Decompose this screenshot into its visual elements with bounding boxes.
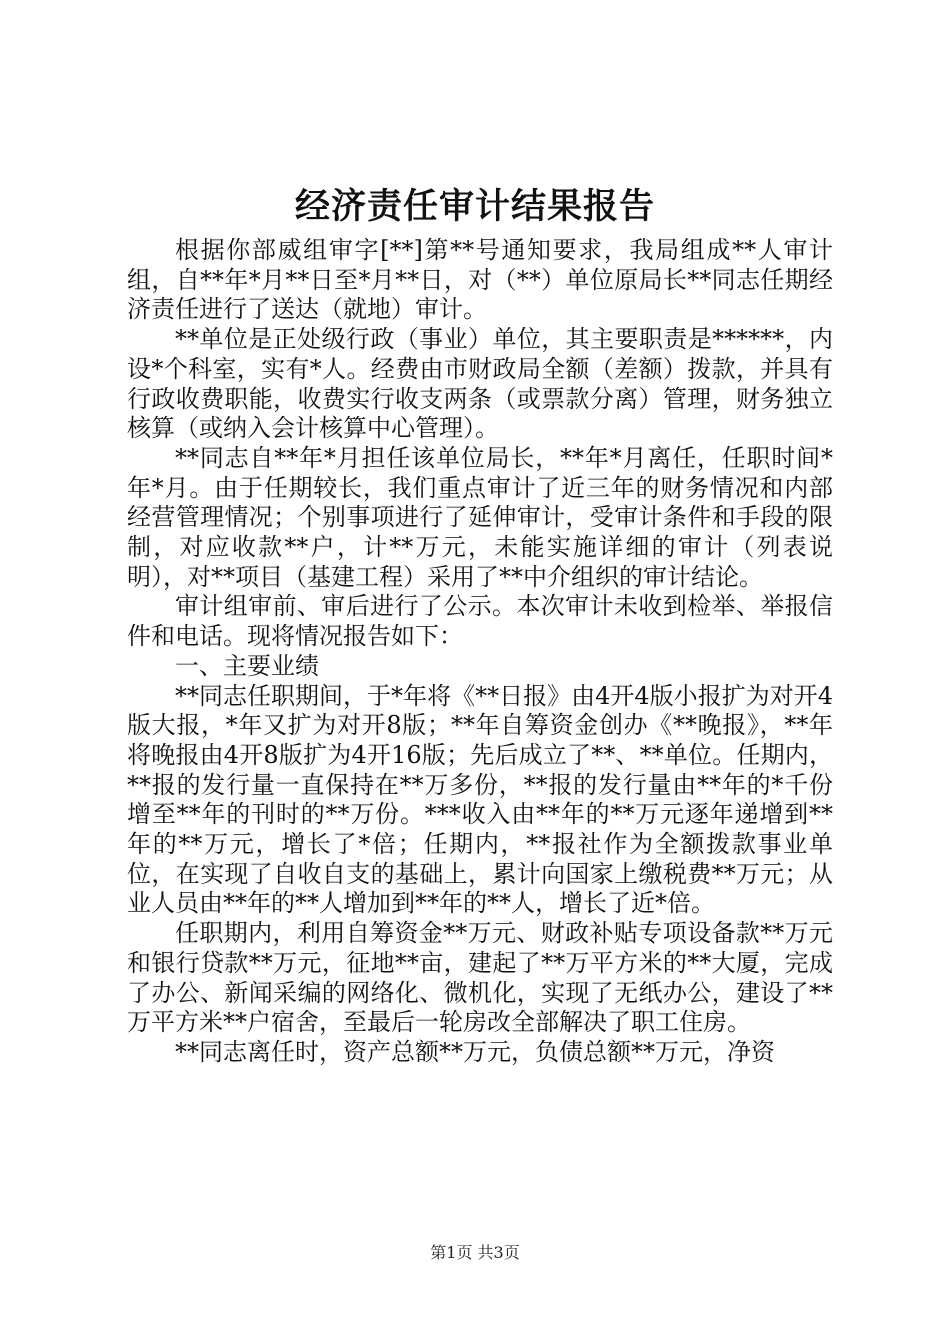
paragraph-tenure: **同志自**年*月担任该单位局长，**年*月离任，任职时间*年*月。由于任期较长，我们重点审计了近三年的财务情况和内部经营管理情况；个别事项进行了延伸审计，受审计条件和手段的限制，对应收款**户，计**万元，未能实施详细的审计（列表说明），对**项目（基建工程）采用了**中介组织的审计结论。 xyxy=(127,443,833,591)
section-heading-achievements: 一、主要业绩 xyxy=(175,651,319,680)
page-footer xyxy=(0,1242,950,1264)
document-title: 经济责任审计结果报告 xyxy=(294,186,655,227)
paragraph-publicity: 审计组审前、审后进行了公示。本次审计未收到检举、举报信件和电话。现将情况报告如下： xyxy=(127,592,833,651)
document-body xyxy=(127,236,833,1068)
paragraph-construction: 任职期内，利用自筹资金**万元、财政补贴专项设备款**万元和银行贷款**万元，征地**亩，建起了**万平方米的**大厦，完成了办公、新闻采编的网络化、微机化，实现了无纸办公，建设了**万平方米**户宿舍，至最后一轮房改全部解决了职工住房。 xyxy=(127,919,833,1037)
page-number: 第1页 xyxy=(430,1243,473,1262)
paragraph-assets: **同志离任时，资产总额**万元，负债总额**万元，净资 xyxy=(175,1037,775,1066)
paragraph-intro: 根据你部威组审字[**]第**号通知要求，我局组成**人审计组，自**年*月**日至*月**日，对（**）单位原局长**同志任期经济责任进行了送达（就地）审计。 xyxy=(127,236,833,324)
page-total: 共3页 xyxy=(477,1243,520,1262)
paragraph-achievements: **同志任职期间，于*年将《**日报》由4开4版小报扩为对开4版大报，*年又扩为对开8版；**年自筹资金创办《**晚报》，**年将晚报由4开8版扩为4开16版；先后成立了**、**单位。任期内，**报的发行量一直保持在**万多份，**报的发行量由**年的*千份增至**年的刊时的**万份。***收入由**年的**万元逐年递增到**年的**万元，增长了*倍；任期内，**报社作为全额拨款事业单位，在实现了自收自支的基础上，累计向国家上缴税费**万元；从业人员由**年的**人增加到**年的**人，增长了近*倍。 xyxy=(127,681,833,918)
paragraph-unit-info: **单位是正处级行政（事业）单位，其主要职责是******，内设*个科室，实有*人。经费由市财政局全额（差额）拨款，并具有行政收费职能，收费实行收支两条（或票款分离）管理，财务独立核算（或纳入会计核算中心管理）。 xyxy=(127,325,833,443)
